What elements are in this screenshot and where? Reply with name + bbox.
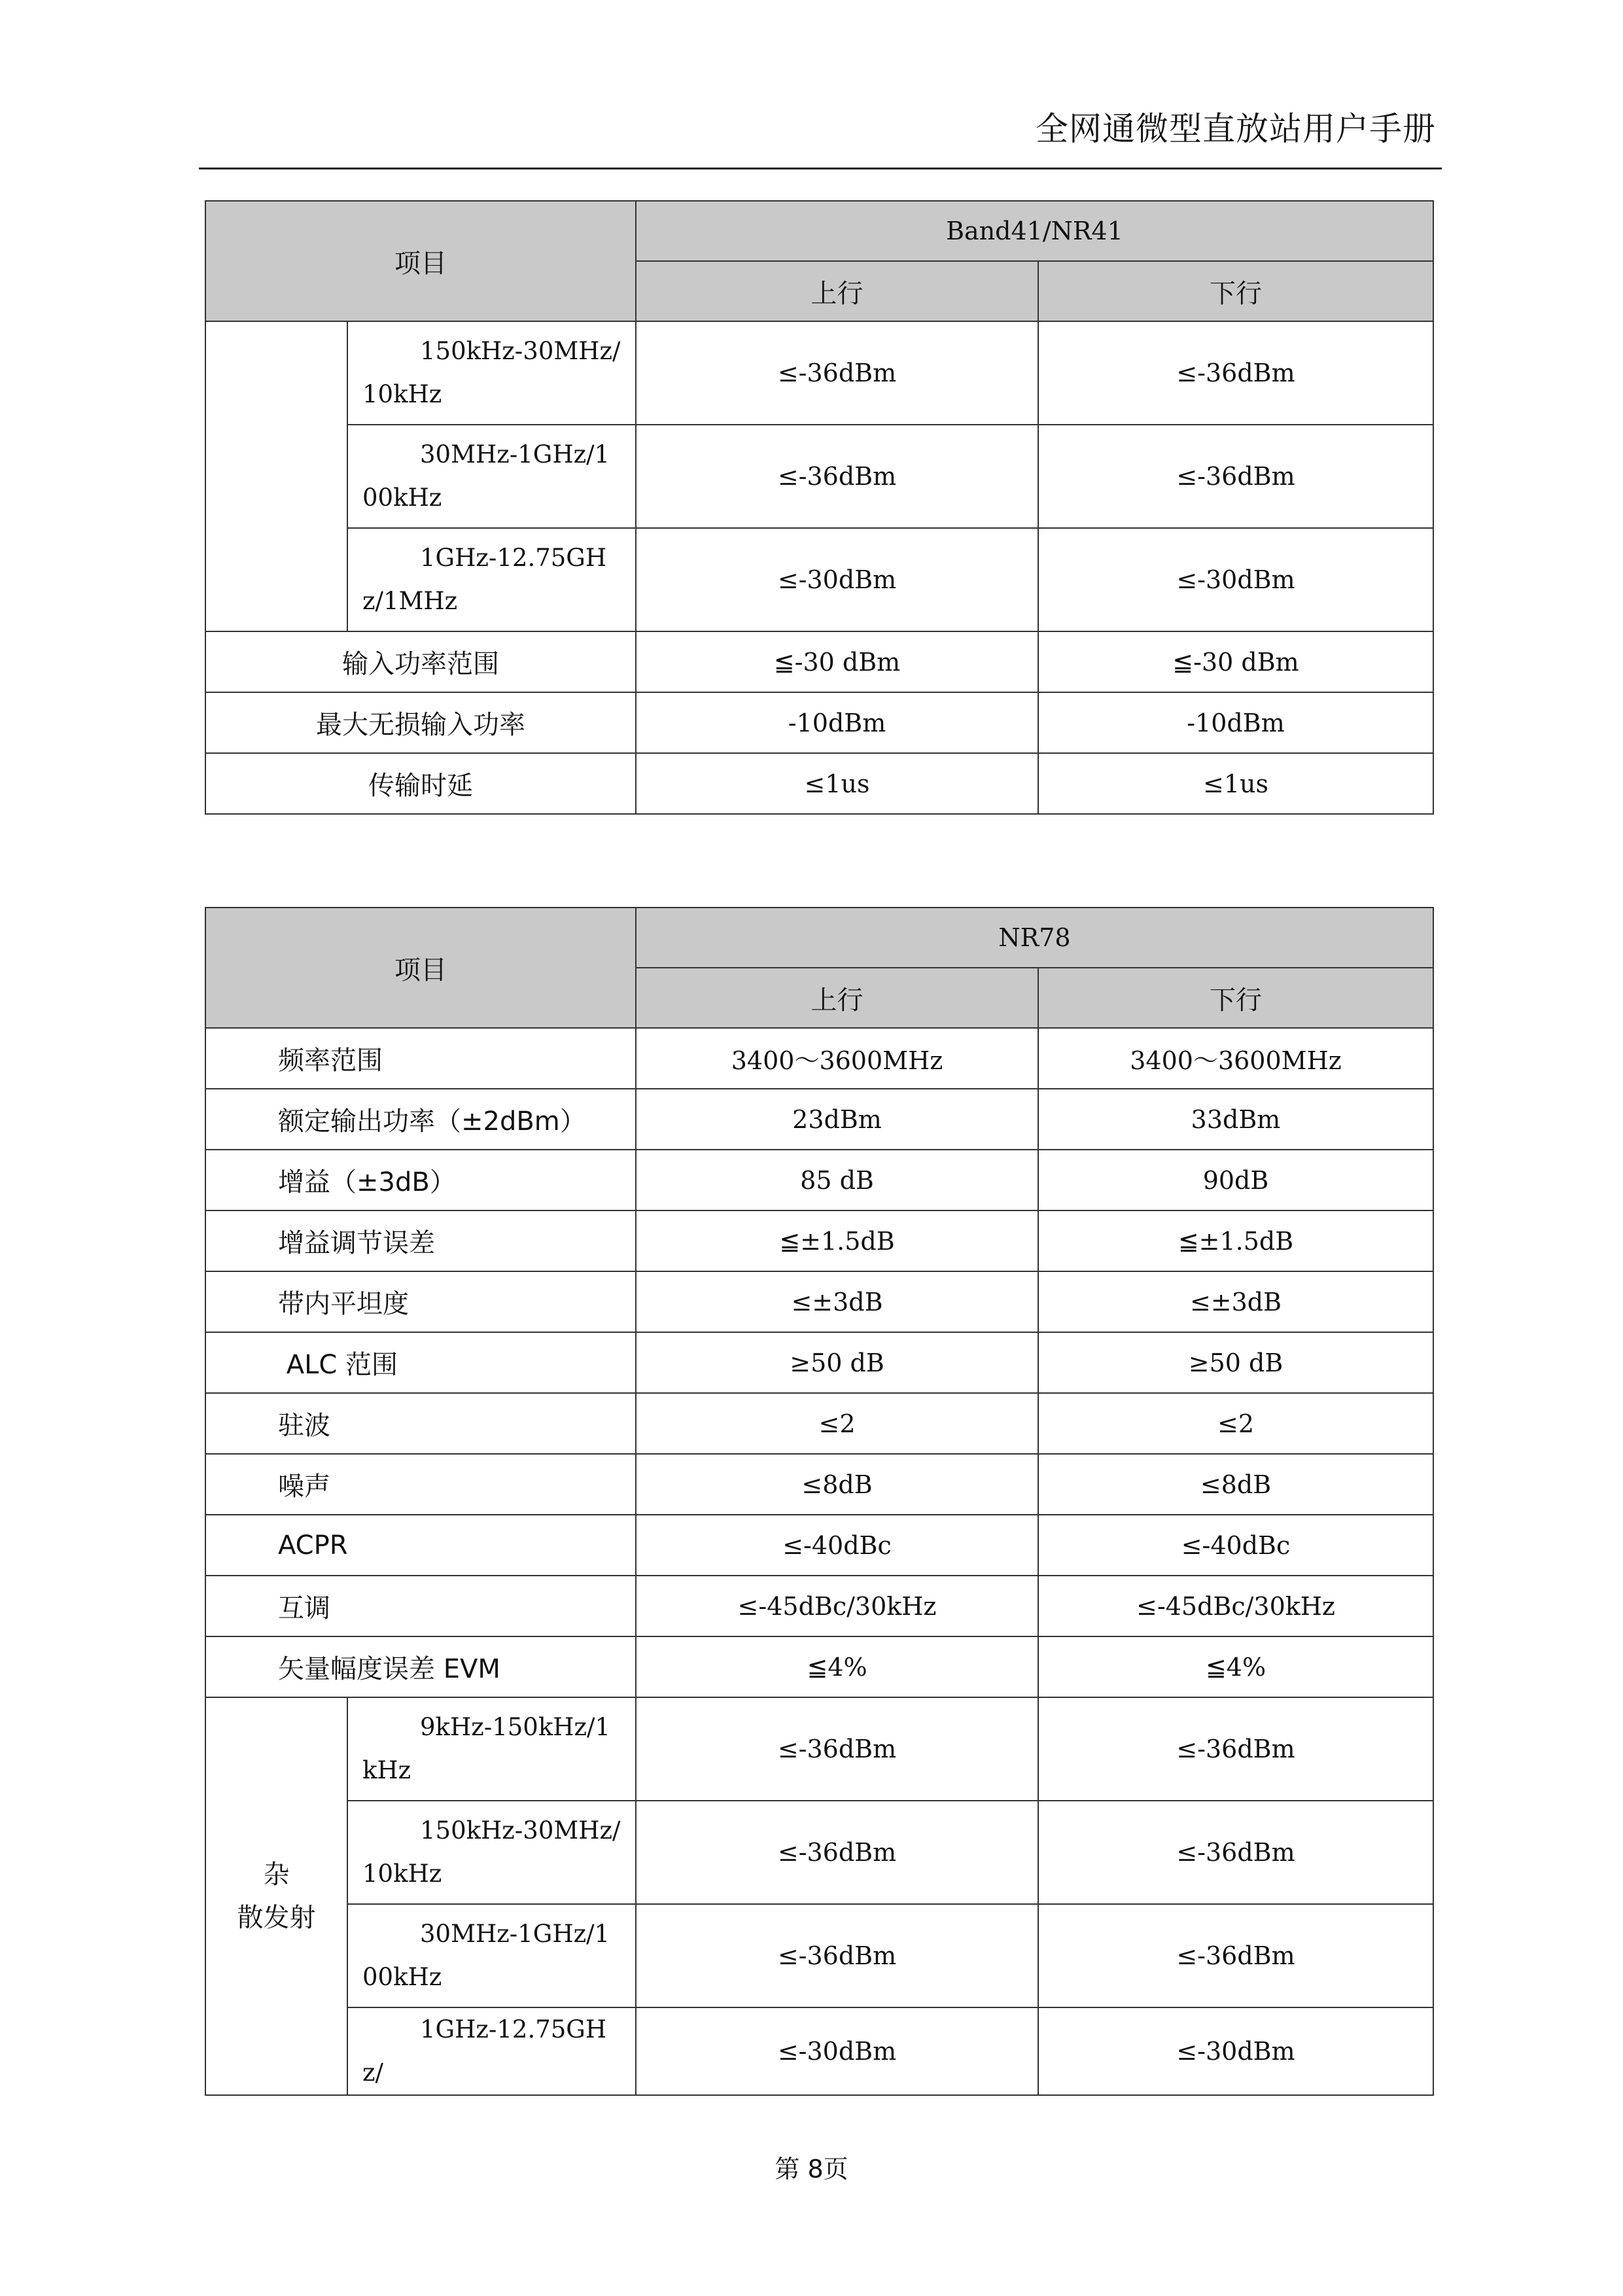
- uplink-value: ≦4%: [636, 1636, 1038, 1697]
- downlink-value: 3400～3600MHz: [1038, 1028, 1433, 1089]
- downlink-value: ≤-45dBc/30kHz: [1038, 1576, 1433, 1636]
- table-row: [205, 321, 1433, 425]
- downlink-value: ≤2: [1038, 1393, 1433, 1454]
- item-label: ALC 范围: [205, 1332, 636, 1393]
- table-row: [205, 1576, 1433, 1636]
- table-row: [205, 631, 1433, 692]
- item-label: 输入功率范围: [205, 631, 636, 692]
- downlink-value: ≦4%: [1038, 1636, 1433, 1697]
- table-row: [205, 1271, 1433, 1332]
- downlink-value: ≤-36dBm: [1038, 1801, 1433, 1904]
- uplink-value: ≤8dB: [636, 1454, 1038, 1515]
- uplink-header: 上行: [636, 261, 1038, 321]
- uplink-value: 23dBm: [636, 1089, 1038, 1150]
- downlink-header: 下行: [1038, 968, 1433, 1028]
- uplink-value: ≤-36dBm: [636, 1904, 1038, 2007]
- item-label: 增益（±3dB）: [205, 1150, 636, 1210]
- item-label: 噪声: [205, 1454, 636, 1515]
- uplink-value: ≥50 dB: [636, 1332, 1038, 1393]
- downlink-value: ≦±1.5dB: [1038, 1210, 1433, 1271]
- table-row: [205, 1454, 1433, 1515]
- item-label: 最大无损输入功率: [205, 692, 636, 753]
- spurious-range-label: 9kHz-150kHz/1kHz: [347, 1697, 636, 1801]
- table-row: [205, 1904, 1433, 2007]
- table-row: [205, 528, 1433, 631]
- table-row: [205, 1393, 1433, 1454]
- item-label: 传输时延: [205, 753, 636, 814]
- uplink-value: ≦-30 dBm: [636, 631, 1038, 692]
- downlink-value: ≤-40dBc: [1038, 1515, 1433, 1576]
- table-row: [205, 1028, 1433, 1089]
- uplink-value: ≤-36dBm: [636, 321, 1038, 425]
- uplink-value: ≤-30dBm: [636, 528, 1038, 631]
- item-label: 矢量幅度误差 EVM: [205, 1636, 636, 1697]
- spec-table-nr78: [205, 907, 1434, 2096]
- downlink-value: ≤-36dBm: [1038, 1697, 1433, 1801]
- item-label: 驻波: [205, 1393, 636, 1454]
- table-row: [205, 1210, 1433, 1271]
- uplink-value: ≤-40dBc: [636, 1515, 1038, 1576]
- band-header: NR78: [636, 908, 1433, 968]
- downlink-value: ≤-36dBm: [1038, 425, 1433, 528]
- downlink-value: -10dBm: [1038, 692, 1433, 753]
- downlink-header: 下行: [1038, 261, 1433, 321]
- spurious-group-label: [205, 1697, 347, 2095]
- downlink-value: ≦-30 dBm: [1038, 631, 1433, 692]
- spurious-range-label: 1GHz-12.75GHz/1MHz: [347, 528, 636, 631]
- item-label: 带内平坦度: [205, 1271, 636, 1332]
- table-row: [205, 753, 1433, 814]
- uplink-value: 3400～3600MHz: [636, 1028, 1038, 1089]
- spurious-group-cell: [205, 321, 347, 631]
- spurious-group-line1: 杂: [263, 1860, 290, 1890]
- item-label: 互调: [205, 1576, 636, 1636]
- table-row: [205, 1089, 1433, 1150]
- uplink-value: ≤-36dBm: [636, 1697, 1038, 1801]
- uplink-value: ≤±3dB: [636, 1271, 1038, 1332]
- table-row: [205, 2007, 1433, 2095]
- header-divider: [199, 168, 1442, 169]
- table-row: [205, 1150, 1433, 1210]
- table-row: [205, 692, 1433, 753]
- item-header: 项目: [205, 908, 636, 1028]
- table-row: [205, 425, 1433, 528]
- spec-table-band41: [205, 200, 1434, 815]
- table-row: [205, 1515, 1433, 1576]
- spurious-range-label: 150kHz-30MHz/10kHz: [347, 1801, 636, 1904]
- table-row: [205, 1636, 1433, 1697]
- uplink-value: ≤2: [636, 1393, 1038, 1454]
- uplink-value: ≤1us: [636, 753, 1038, 814]
- downlink-value: ≤8dB: [1038, 1454, 1433, 1515]
- uplink-value: ≤-30dBm: [636, 2007, 1038, 2095]
- downlink-value: ≤-36dBm: [1038, 321, 1433, 425]
- item-label: ACPR: [205, 1515, 636, 1576]
- uplink-value: ≤-45dBc/30kHz: [636, 1576, 1038, 1636]
- item-header: 项目: [205, 201, 636, 321]
- page-number: 第 8页: [775, 2155, 848, 2183]
- spurious-range-label: 30MHz-1GHz/100kHz: [347, 425, 636, 528]
- spurious-range-label: 30MHz-1GHz/100kHz: [347, 1904, 636, 2007]
- uplink-value: ≤-36dBm: [636, 425, 1038, 528]
- downlink-value: ≤1us: [1038, 753, 1433, 814]
- table-row: [205, 1801, 1433, 1904]
- uplink-value: ≦±1.5dB: [636, 1210, 1038, 1271]
- uplink-header: 上行: [636, 968, 1038, 1028]
- table-row: [205, 1697, 1433, 1801]
- downlink-value: ≤-36dBm: [1038, 1904, 1433, 2007]
- downlink-value: ≤-30dBm: [1038, 2007, 1433, 2095]
- downlink-value: ≤-30dBm: [1038, 528, 1433, 631]
- downlink-value: 33dBm: [1038, 1089, 1433, 1150]
- uplink-value: 85 dB: [636, 1150, 1038, 1210]
- uplink-value: -10dBm: [636, 692, 1038, 753]
- table-row: [205, 1332, 1433, 1393]
- downlink-value: ≤±3dB: [1038, 1271, 1433, 1332]
- spurious-range-label: 1GHz-12.75GHz/: [347, 2007, 636, 2095]
- item-label: 额定输出功率（±2dBm）: [205, 1089, 636, 1150]
- uplink-value: ≤-36dBm: [636, 1801, 1038, 1904]
- spurious-range-label: 150kHz-30MHz/10kHz: [347, 321, 636, 425]
- item-label: 增益调节误差: [205, 1210, 636, 1271]
- spurious-group-line2: 散发射: [237, 1903, 316, 1933]
- band-header: Band41/NR41: [636, 201, 1433, 261]
- header-title: 全网通微型直放站用户手册: [1036, 110, 1436, 148]
- downlink-value: ≥50 dB: [1038, 1332, 1433, 1393]
- downlink-value: 90dB: [1038, 1150, 1433, 1210]
- item-label: 频率范围: [205, 1028, 636, 1089]
